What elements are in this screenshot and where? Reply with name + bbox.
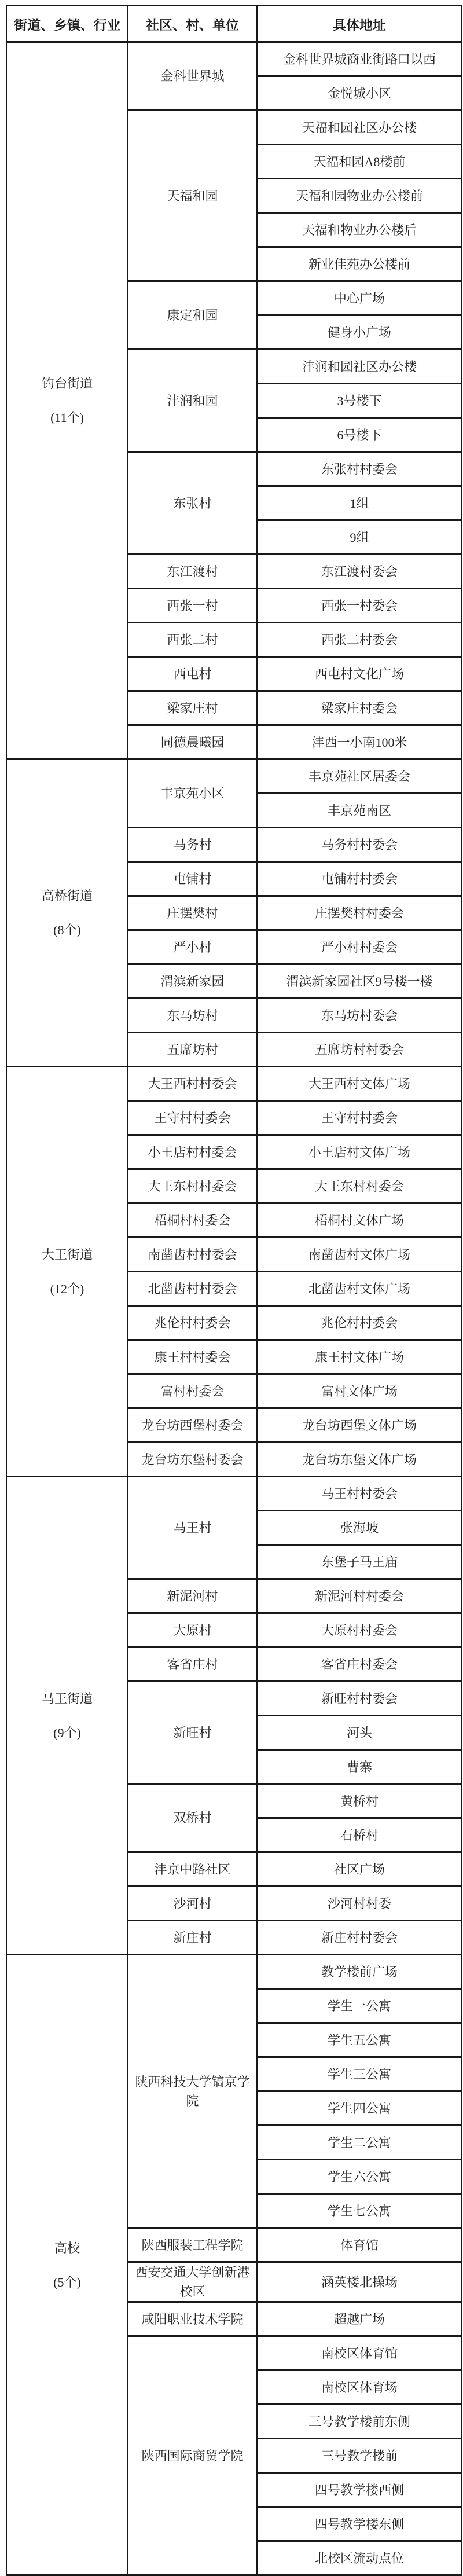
address-cell: 天福和园A8楼前 bbox=[257, 145, 462, 179]
address-cell: 健身小广场 bbox=[257, 315, 462, 350]
column-header-street: 街道、乡镇、行业 bbox=[6, 6, 128, 42]
table-row bbox=[6, 42, 462, 76]
street-count: (9个) bbox=[53, 1725, 81, 1740]
address-cell: 西张一村委会 bbox=[257, 589, 462, 623]
unit-cell: 沙河村 bbox=[128, 1887, 257, 1921]
address-cell: 3号楼下 bbox=[257, 384, 462, 418]
table-row bbox=[6, 1067, 462, 1101]
address-cell: 河头 bbox=[257, 1716, 462, 1750]
address-cell: 新泥河村村委会 bbox=[257, 1579, 462, 1613]
address-cell: 6号楼下 bbox=[257, 418, 462, 452]
address-cell: 西张二村委会 bbox=[257, 623, 462, 657]
address-cell: 天福和物业办公楼后 bbox=[257, 213, 462, 247]
address-cell: 东马坊村委会 bbox=[257, 999, 462, 1033]
address-cell: 丰京苑南区 bbox=[257, 794, 462, 828]
unit-cell: 龙台坊东堡村委会 bbox=[128, 1443, 257, 1477]
unit-cell: 马务村 bbox=[128, 828, 257, 862]
unit-cell: 小王店村村委会 bbox=[128, 1135, 257, 1169]
address-cell: 龙台坊东堡文体广场 bbox=[257, 1443, 462, 1477]
address-cell: 北凿齿村文体广场 bbox=[257, 1272, 462, 1306]
address-cell: 沣西一小南100米 bbox=[257, 725, 462, 759]
unit-cell: 大原村 bbox=[128, 1613, 257, 1647]
address-cell: 大王东村村委会 bbox=[257, 1169, 462, 1203]
street-count: (12个) bbox=[50, 1281, 84, 1296]
address-cell: 沣润和园社区办公楼 bbox=[257, 350, 462, 384]
address-cell: 1组 bbox=[257, 486, 462, 520]
unit-cell: 西张二村 bbox=[128, 623, 257, 657]
header-row bbox=[6, 6, 462, 42]
unit-cell: 西张一村 bbox=[128, 589, 257, 623]
street-name: 高桥街道 bbox=[41, 889, 93, 903]
address-cell: 丰京苑社区居委会 bbox=[257, 759, 462, 794]
unit-cell: 客省庄村 bbox=[128, 1647, 257, 1682]
unit-cell: 陕西服装工程学院 bbox=[128, 2228, 257, 2262]
table-body bbox=[6, 42, 462, 2575]
unit-cell: 北凿齿村村委会 bbox=[128, 1272, 257, 1306]
unit-cell: 西屯村 bbox=[128, 657, 257, 691]
unit-cell: 东马坊村 bbox=[128, 999, 257, 1033]
address-cell: 学生四公寓 bbox=[257, 2091, 462, 2126]
street-group-cell bbox=[6, 42, 128, 759]
street-group-cell bbox=[6, 1477, 128, 1955]
unit-cell: 天福和园 bbox=[128, 111, 257, 281]
street-count: (8个) bbox=[53, 923, 81, 937]
address-cell: 涵英楼北操场 bbox=[257, 2262, 462, 2302]
unit-cell: 新旺村 bbox=[128, 1682, 257, 1784]
address-cell: 新业佳苑办公楼前 bbox=[257, 247, 462, 281]
address-cell: 马务村村委会 bbox=[257, 828, 462, 862]
address-cell: 北校区流动点位 bbox=[257, 2541, 462, 2575]
unit-cell: 陕西科技大学镐京学院 bbox=[128, 1955, 257, 2228]
address-cell: 学生三公寓 bbox=[257, 2057, 462, 2091]
column-header-address: 具体地址 bbox=[257, 6, 462, 42]
address-cell: 严小村村委会 bbox=[257, 930, 462, 964]
address-cell: 教学楼前广场 bbox=[257, 1955, 462, 1989]
table-row bbox=[6, 1477, 462, 1511]
address-cell: 三号教学楼前东侧 bbox=[257, 2405, 462, 2439]
unit-cell: 陕西国际商贸学院 bbox=[128, 2336, 257, 2575]
address-cell: 学生七公寓 bbox=[257, 2194, 462, 2228]
unit-cell: 双桥村 bbox=[128, 1784, 257, 1852]
unit-cell: 康王村村委会 bbox=[128, 1340, 257, 1374]
address-cell: 屯铺村村委会 bbox=[257, 862, 462, 896]
address-cell: 黄桥村 bbox=[257, 1784, 462, 1818]
unit-cell: 东江渡村 bbox=[128, 555, 257, 589]
unit-cell: 沣润和园 bbox=[128, 350, 257, 452]
address-cell: 三号教学楼前 bbox=[257, 2439, 462, 2473]
unit-cell: 西安交通大学创新港校区 bbox=[128, 2262, 257, 2302]
address-cell: 渭滨新家园社区9号楼一楼 bbox=[257, 964, 462, 999]
unit-cell: 富村村委会 bbox=[128, 1374, 257, 1408]
address-cell: 天福和园物业办公楼前 bbox=[257, 179, 462, 213]
address-cell: 南校区体育场 bbox=[257, 2370, 462, 2405]
address-cell: 石桥村 bbox=[257, 1818, 462, 1852]
address-cell: 中心广场 bbox=[257, 281, 462, 315]
address-cell: 南校区体育馆 bbox=[257, 2336, 462, 2370]
address-cell: 东江渡村委会 bbox=[257, 555, 462, 589]
unit-cell: 严小村 bbox=[128, 930, 257, 964]
unit-cell: 沣京中路社区 bbox=[128, 1852, 257, 1887]
address-cell: 9组 bbox=[257, 520, 462, 555]
unit-cell: 梧桐村村委会 bbox=[128, 1203, 257, 1238]
unit-cell: 兆伦村村委会 bbox=[128, 1306, 257, 1340]
address-cell: 东堡子马王庙 bbox=[257, 1545, 462, 1579]
column-header-unit: 社区、村、单位 bbox=[128, 6, 257, 42]
unit-cell: 大王西村村委会 bbox=[128, 1067, 257, 1101]
address-cell: 超越广场 bbox=[257, 2302, 462, 2336]
unit-cell: 王守村村委会 bbox=[128, 1101, 257, 1135]
address-cell: 龙台坊西堡文体广场 bbox=[257, 1408, 462, 1443]
street-name: 高校 bbox=[54, 2240, 80, 2255]
address-cell: 曹寨 bbox=[257, 1750, 462, 1784]
street-group-cell bbox=[6, 759, 128, 1067]
unit-cell: 渭滨新家园 bbox=[128, 964, 257, 999]
unit-cell: 新庄村 bbox=[128, 1921, 257, 1955]
document-page bbox=[0, 5, 463, 2566]
address-cell: 学生六公寓 bbox=[257, 2160, 462, 2194]
street-group-cell bbox=[6, 1067, 128, 1477]
address-cell: 庄摆樊村村委会 bbox=[257, 896, 462, 930]
table-row bbox=[6, 1955, 462, 1989]
address-cell: 兆伦村村委会 bbox=[257, 1306, 462, 1340]
address-cell: 大原村村委会 bbox=[257, 1613, 462, 1647]
address-cell: 四号教学楼东侧 bbox=[257, 2507, 462, 2541]
address-cell: 客省庄村委会 bbox=[257, 1647, 462, 1682]
screening-points-table bbox=[6, 5, 462, 2576]
address-cell: 南凿齿村文体广场 bbox=[257, 1238, 462, 1272]
address-cell: 东张村村委会 bbox=[257, 452, 462, 486]
address-cell: 社区广场 bbox=[257, 1852, 462, 1887]
address-cell: 新庄村村委会 bbox=[257, 1921, 462, 1955]
unit-cell: 五席坊村 bbox=[128, 1033, 257, 1067]
unit-cell: 庄摆樊村 bbox=[128, 896, 257, 930]
address-cell: 小王店村文体广场 bbox=[257, 1135, 462, 1169]
address-cell: 马王村村委会 bbox=[257, 1477, 462, 1511]
unit-cell: 同德晨曦园 bbox=[128, 725, 257, 759]
address-cell: 天福和园社区办公楼 bbox=[257, 111, 462, 145]
address-cell: 梧桐村文体广场 bbox=[257, 1203, 462, 1238]
address-cell: 学生一公寓 bbox=[257, 1989, 462, 2023]
address-cell: 王守村村委会 bbox=[257, 1101, 462, 1135]
address-cell: 学生二公寓 bbox=[257, 2126, 462, 2160]
unit-cell: 东张村 bbox=[128, 452, 257, 555]
address-cell: 五席坊村村委会 bbox=[257, 1033, 462, 1067]
unit-cell: 马王村 bbox=[128, 1477, 257, 1579]
address-cell: 梁家庄村委会 bbox=[257, 691, 462, 725]
unit-cell: 龙台坊西堡村委会 bbox=[128, 1408, 257, 1443]
address-cell: 新旺村村委会 bbox=[257, 1682, 462, 1716]
unit-cell: 咸阳职业技术学院 bbox=[128, 2302, 257, 2336]
unit-cell: 新泥河村 bbox=[128, 1579, 257, 1613]
unit-cell: 丰京苑小区 bbox=[128, 759, 257, 828]
street-name: 钓台街道 bbox=[41, 376, 93, 391]
unit-cell: 南凿齿村村委会 bbox=[128, 1238, 257, 1272]
address-cell: 金悦城小区 bbox=[257, 76, 462, 111]
unit-cell: 大王东村村委会 bbox=[128, 1169, 257, 1203]
unit-cell: 金科世界城 bbox=[128, 42, 257, 111]
street-count: (5个) bbox=[53, 2274, 81, 2289]
address-cell: 沙河村村委 bbox=[257, 1887, 462, 1921]
address-cell: 大王西村文体广场 bbox=[257, 1067, 462, 1101]
address-cell: 西屯村文化广场 bbox=[257, 657, 462, 691]
address-cell: 金科世界城商业街路口以西 bbox=[257, 42, 462, 76]
street-name: 大王街道 bbox=[41, 1247, 93, 1262]
address-cell: 张海坡 bbox=[257, 1511, 462, 1545]
address-cell: 富村文体广场 bbox=[257, 1374, 462, 1408]
unit-cell: 梁家庄村 bbox=[128, 691, 257, 725]
address-cell: 学生五公寓 bbox=[257, 2023, 462, 2057]
street-group-cell bbox=[6, 1955, 128, 2575]
unit-cell: 康定和园 bbox=[128, 281, 257, 350]
table-row bbox=[6, 759, 462, 794]
address-cell: 体育馆 bbox=[257, 2228, 462, 2262]
street-name: 马王街道 bbox=[41, 1691, 93, 1706]
unit-cell: 屯铺村 bbox=[128, 862, 257, 896]
address-cell: 康王村文体广场 bbox=[257, 1340, 462, 1374]
address-cell: 四号教学楼西侧 bbox=[257, 2473, 462, 2507]
street-count: (11个) bbox=[50, 410, 84, 425]
